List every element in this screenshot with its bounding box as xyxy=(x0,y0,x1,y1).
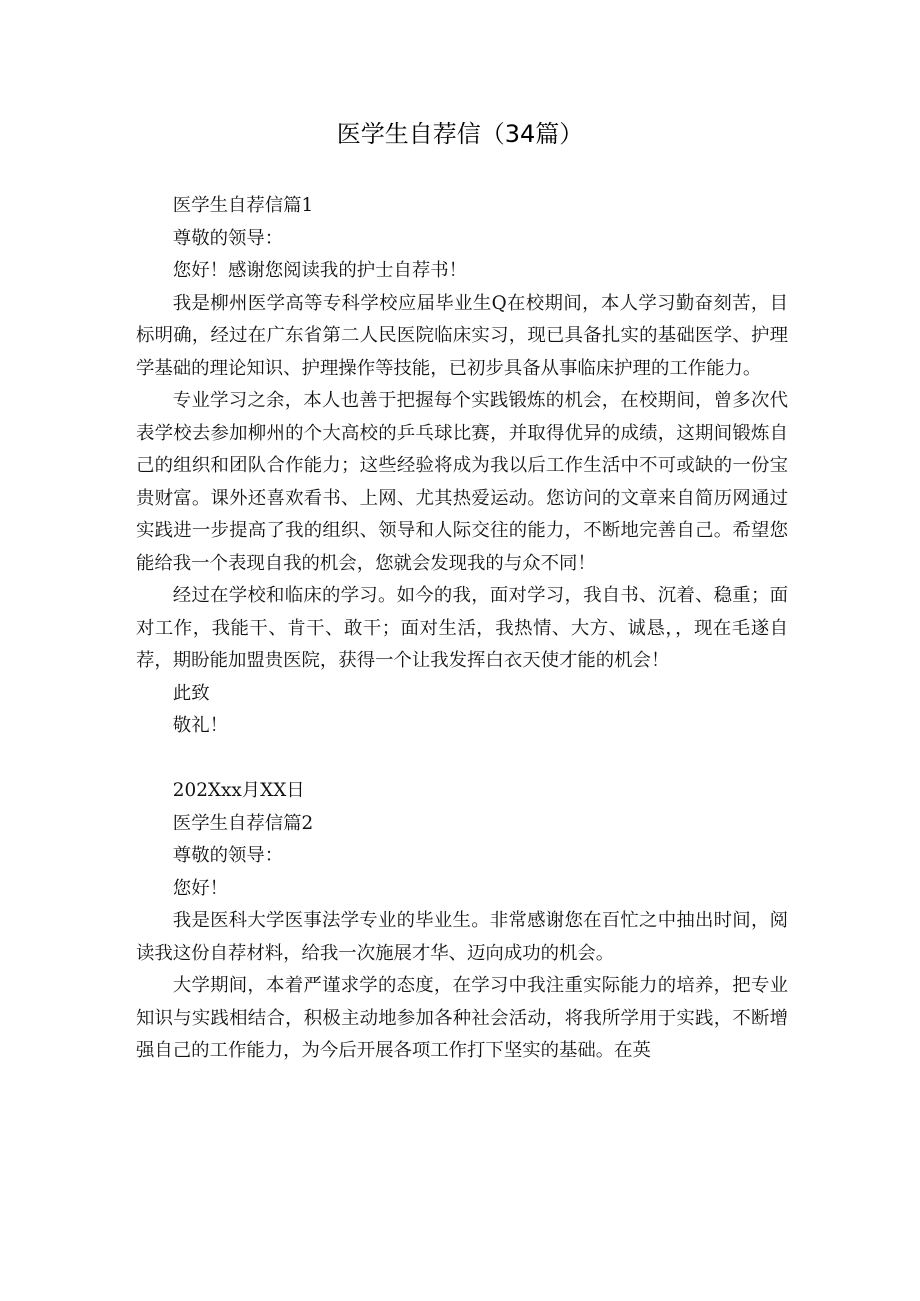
blank-line xyxy=(136,743,788,776)
section-heading-2: 医学生自荐信篇2 xyxy=(172,812,314,834)
greeting: 您好！感谢您阅读我的护士自荐书！ xyxy=(172,260,468,281)
body-paragraph: 我是柳州医学高等专科学校应届毕业生Q在校期间，本人学习勤奋刻苦，目标明确，经过在广东省第二人民医院临床实习，现已具备扎实的基础医学、护理学基础的理论知识、护理操作等技能，已初步具备从事临床护理的工作能力。 xyxy=(136,292,788,379)
date-line: 202Xxx月XX日 xyxy=(172,780,305,801)
closing-regards: 敬礼！ xyxy=(172,715,228,736)
body-paragraph: 专业学习之余，本人也善于把握每个实践锻炼的机会，在校期间，曾多次代表学校去参加柳州的个大高校的乒乓球比赛，并取得优异的成绩，这期间锻炼自己的组织和团队合作能力；这些经验将成为我以后工作生活中不可或缺的一份宝贵财富。课外还喜欢看书、上网、尤其热爱运动。您访问的文章来自简历网通过实践进一步提高了我的组织、领导和人际交往的能力，不断地完善自己。希望您能给我一个表现自我的机会，您就会发现我的与众不同！ xyxy=(136,390,788,574)
body-paragraph: 大学期间，本着严谨求学的态度，在学习中我注重实际能力的培养，把专业知识与实践相结合，积极主动地参加各种社会活动，将我所学用于实践，不断增强自己的工作能力，为今后开展各项工作打下坚实的基础。在英 xyxy=(136,975,788,1061)
body-paragraph: 我是医科大学医事法学专业的毕业生。非常感谢您在百忙之中抽出时间，阅读我这份自荐材料，给我一次施展才华、迈向成功的机会。 xyxy=(136,910,788,964)
closing-line: 此致 xyxy=(172,682,210,704)
salutation: 尊敬的领导： xyxy=(172,845,284,866)
greeting: 您好！ xyxy=(172,877,228,899)
document-title: 医学生自荐信（34篇） xyxy=(336,120,584,148)
section-heading-1: 医学生自荐信篇1 xyxy=(172,195,314,216)
document-body xyxy=(136,190,788,1068)
body-paragraph: 经过在学校和临床的学习。如今的我，面对学习，我自书、沉着、稳重；面对工作，我能干、肯干、敢干；面对生活，我热情、大方、诚恳，，现在毛遂自荐，期盼能加盟贵医院，获得一个让我发挥白衣天使才能的机会！ xyxy=(136,585,788,671)
salutation: 尊敬的领导： xyxy=(172,227,284,249)
